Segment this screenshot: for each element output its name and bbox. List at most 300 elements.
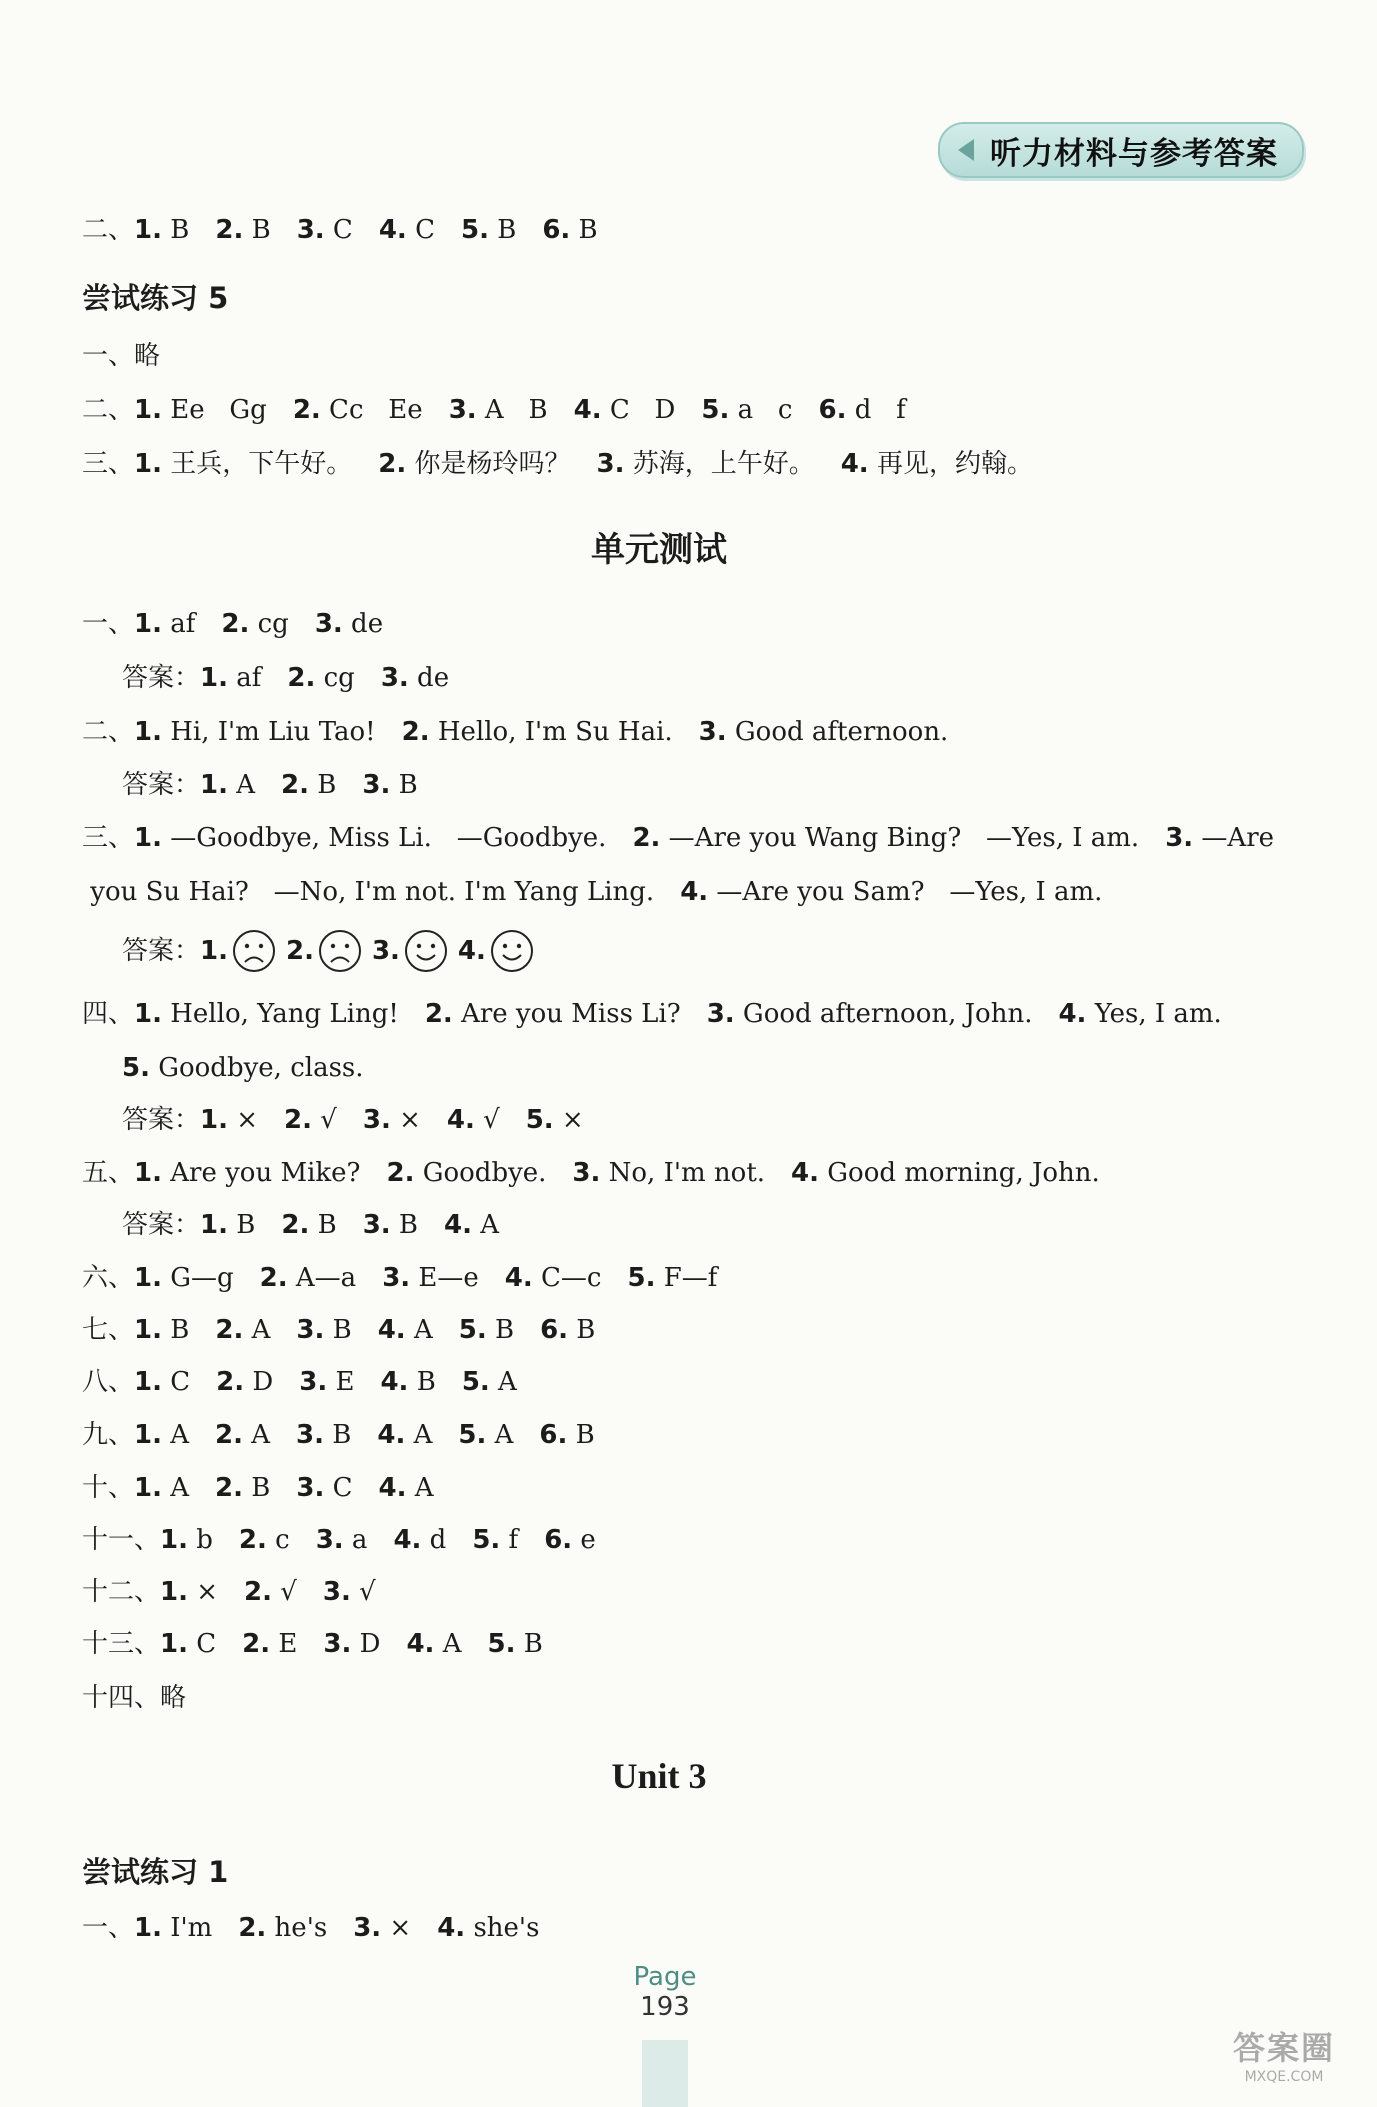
answer-number: 4. — [446, 1105, 475, 1135]
answer-value: 再见，约翰。 — [868, 449, 1033, 479]
answer-number: 3. — [299, 1367, 328, 1397]
answer-prefix: 一、 — [82, 609, 135, 639]
answer-value: B — [486, 1315, 515, 1345]
answer-number: 4. — [504, 1263, 533, 1293]
answer-line — [82, 1524, 622, 1556]
answer-item — [1165, 823, 1274, 853]
answer-number: 2. — [386, 1158, 415, 1188]
page-footer — [620, 1962, 710, 2022]
answer-prefix: 十、 — [82, 1473, 135, 1503]
answer-number: 1. — [160, 1525, 188, 1555]
answer-item — [297, 215, 353, 245]
answer-line — [122, 1104, 610, 1136]
answer-prefix: 答案： — [122, 1210, 201, 1240]
answer-line — [82, 1912, 565, 1944]
answer-number: 4. — [378, 1473, 407, 1503]
answer-number: 3. — [1165, 823, 1194, 853]
answer-value: √ — [312, 1105, 337, 1135]
answer-value: Cc Ee — [320, 395, 423, 425]
answer-line — [82, 394, 932, 426]
answer-number: 4. — [444, 1210, 473, 1240]
answer-number: 1. — [134, 1913, 162, 1943]
answer-value: —Are you Sam? —Yes, I am. — [708, 877, 1103, 907]
sad-face-icon — [318, 929, 362, 973]
answer-item — [444, 1210, 499, 1240]
answer-value: B — [227, 1210, 256, 1240]
answer-prefix: 二、 — [82, 215, 135, 245]
answer-value: de — [342, 609, 384, 639]
practice-heading: 尝试练习 1 — [82, 1855, 229, 1889]
answer-value: No, I'm not. — [600, 1158, 766, 1188]
answer-number: 3. — [323, 1629, 352, 1659]
answer-number: 4. — [378, 215, 407, 245]
answer-number: 2. — [215, 215, 244, 245]
answer-number: 2. — [242, 1629, 271, 1659]
answer-item — [539, 1420, 594, 1450]
answer-number: 1. — [200, 770, 228, 800]
answer-item — [134, 717, 376, 747]
answer-item — [293, 395, 423, 425]
answer-item — [379, 1473, 434, 1503]
answer-item — [239, 1525, 290, 1555]
answer-line — [82, 1576, 402, 1608]
unit-title: Unit 3 — [611, 1756, 707, 1796]
answer-prefix: 二、 — [82, 717, 135, 747]
answer-line — [122, 1209, 525, 1241]
answer-number: 1. — [134, 999, 162, 1029]
answer-value: D — [244, 1367, 274, 1397]
answer-item — [377, 1420, 432, 1450]
answer-number: 6. — [542, 215, 571, 245]
answer-value: she's — [465, 1913, 540, 1943]
answer-number: 4. — [840, 449, 869, 479]
answer-prefix: 九、 — [82, 1420, 135, 1450]
sad-face-icon — [232, 929, 276, 973]
answer-item — [200, 770, 255, 800]
answer-value: I'm — [161, 1913, 213, 1943]
answer-value: B — [570, 215, 598, 245]
answer-item — [378, 449, 570, 479]
answer-prefix: 答案： — [122, 936, 201, 966]
happy-face-icon — [404, 929, 448, 973]
answer-value: B — [243, 215, 271, 245]
answer-number: 3. — [371, 936, 400, 966]
answer-item — [632, 823, 1139, 853]
answer-item — [378, 1315, 433, 1345]
answer-value: A — [434, 1629, 462, 1659]
answer-value: B — [408, 1367, 436, 1397]
answer-value: A—a — [287, 1263, 357, 1293]
answer-value: Goodbye, class. — [149, 1053, 364, 1083]
answer-prefix: 八、 — [82, 1367, 135, 1397]
answer-line — [82, 1419, 621, 1451]
answer-line — [122, 662, 475, 694]
answer-number: 3. — [382, 1263, 411, 1293]
answer-number: 1. — [134, 1158, 162, 1188]
answer-line — [82, 1366, 543, 1398]
answer-value: B — [324, 1420, 352, 1450]
answer-number: 5. — [525, 1105, 554, 1135]
answer-number: 4. — [377, 1315, 406, 1345]
answer-value: f — [500, 1525, 519, 1555]
answer-value: B — [568, 1315, 596, 1345]
answer-line — [82, 998, 1248, 1030]
answer-item — [540, 1315, 595, 1345]
answer-number: 2. — [401, 717, 430, 747]
answer-item — [574, 395, 676, 425]
answer-value: A — [405, 1420, 433, 1450]
answer-item — [628, 1263, 718, 1293]
answer-item — [296, 1315, 351, 1345]
answer-number: 4. — [457, 936, 486, 966]
answer-number: 3. — [362, 770, 391, 800]
answer-prefix: 一、 — [82, 1913, 135, 1943]
answer-value: cg — [315, 663, 355, 693]
answer-prefix: 三、 — [82, 823, 135, 853]
answer-value: —Are you Wang Bing? —Yes, I am. — [660, 823, 1140, 853]
answer-number: 1. — [134, 717, 162, 747]
answer-number: 2. — [215, 1315, 244, 1345]
answer-value: C D — [601, 395, 676, 425]
answer-number: 1. — [134, 395, 162, 425]
answer-number: 4. — [377, 1420, 406, 1450]
answer-value: 苏海，上午好。 — [624, 449, 815, 479]
answer-item — [260, 1263, 357, 1293]
answer-number: 5. — [458, 1420, 487, 1450]
answer-number: 2. — [284, 1105, 313, 1135]
answer-value: × — [227, 1105, 259, 1135]
answer-prefix: 答案： — [122, 1105, 201, 1135]
answer-number: 3. — [296, 1315, 325, 1345]
answer-value: A B — [476, 395, 548, 425]
answer-number: 2. — [378, 449, 407, 479]
answer-value: C — [187, 1629, 217, 1659]
left-arrow-icon — [958, 139, 974, 161]
answer-item — [244, 1577, 297, 1607]
answer-item — [200, 1210, 255, 1240]
answer-number: 4. — [406, 1629, 435, 1659]
answer-item — [200, 663, 261, 693]
answer-item — [281, 770, 336, 800]
answer-value: A — [227, 770, 256, 800]
answer-item — [472, 1525, 518, 1555]
answer-number: 1. — [200, 663, 228, 693]
answer-value: B — [161, 215, 190, 245]
answer-number: 1. — [200, 1210, 228, 1240]
page-label: Page — [633, 1962, 697, 1992]
answer-number: 2. — [215, 1420, 243, 1450]
answer-item — [315, 609, 383, 639]
watermark-brand: 答案圈 — [1232, 2029, 1335, 2067]
answer-line — [82, 1628, 569, 1660]
answer-line — [82, 1682, 186, 1714]
answer-value: af — [227, 663, 262, 693]
answer-item — [134, 1367, 190, 1397]
answer-item — [160, 1525, 213, 1555]
answer-value: A — [406, 1473, 434, 1503]
answer-prefix: 六、 — [82, 1263, 135, 1293]
answer-value: Are you Miss Li? — [452, 999, 681, 1029]
answer-value: af — [161, 609, 196, 639]
answer-item — [379, 215, 435, 245]
answer-number: 5. — [458, 1315, 487, 1345]
answer-value: —Goodbye, Miss Li. —Goodbye. — [161, 823, 607, 853]
answer-number: 3. — [296, 1420, 325, 1450]
answer-line — [122, 1052, 390, 1084]
answer-value: he's — [266, 1913, 328, 1943]
answer-item — [461, 215, 516, 245]
section-title: 单元测试 — [591, 530, 727, 570]
answer-item — [134, 395, 267, 425]
answer-number: 2. — [281, 1210, 310, 1240]
answer-value: d — [421, 1525, 447, 1555]
answer-value: B — [515, 1629, 543, 1659]
answer-number: 4. — [791, 1158, 820, 1188]
answer-number: 3. — [706, 999, 735, 1029]
answer-number: 1. — [160, 1629, 188, 1659]
answer-value: E—e — [410, 1263, 479, 1293]
answer-value: a c — [729, 395, 793, 425]
answer-item — [134, 1473, 189, 1503]
answer-prefix: 四、 — [82, 999, 135, 1029]
answer-item — [353, 1913, 411, 1943]
answer-number: 4. — [1058, 999, 1087, 1029]
answer-value: Yes, I am. — [1086, 999, 1222, 1029]
answer-number: 3. — [362, 1210, 391, 1240]
answer-number: 4. — [393, 1525, 422, 1555]
answer-value: A — [161, 1420, 190, 1450]
answer-item — [572, 1158, 765, 1188]
answer-number: 3. — [296, 1473, 325, 1503]
answer-item — [215, 1473, 270, 1503]
answer-item — [447, 1105, 500, 1135]
answer-item — [316, 1525, 368, 1555]
answer-number: 4. — [680, 877, 709, 907]
answer-line — [82, 1262, 743, 1294]
answer-item — [160, 1629, 216, 1659]
answer-prefix: 十一、 — [82, 1525, 161, 1555]
answer-number: 1. — [134, 609, 162, 639]
answer-item — [487, 1629, 542, 1659]
answer-item — [238, 1913, 327, 1943]
answer-value: a — [343, 1525, 368, 1555]
answer-number: 3. — [353, 1913, 382, 1943]
answer-number: 1. — [134, 1263, 162, 1293]
answer-number: 4. — [437, 1913, 466, 1943]
answer-value: Good afternoon. — [726, 717, 949, 747]
answer-number: 2. — [285, 936, 314, 966]
answer-value: B — [309, 1210, 337, 1240]
answer-item — [134, 1315, 189, 1345]
answer-item — [82, 877, 654, 907]
answer-item — [462, 1367, 517, 1397]
answer-number: 3. — [380, 663, 409, 693]
answer-item — [134, 999, 399, 1029]
answer-number: 5. — [122, 1053, 150, 1083]
answer-item — [134, 1913, 212, 1943]
answer-item — [362, 770, 417, 800]
answer-number: 6. — [539, 1420, 568, 1450]
page-number: 193 — [640, 1992, 690, 2022]
answer-item — [221, 609, 288, 639]
answer-item — [287, 663, 354, 693]
answer-item — [323, 1577, 376, 1607]
answer-number: 5. — [461, 1367, 490, 1397]
answer-item — [841, 449, 1033, 479]
watermark — [1209, 2023, 1359, 2093]
answer-number: 1. — [134, 215, 162, 245]
answer-item — [701, 395, 792, 425]
answer-number: 3. — [596, 449, 625, 479]
answer-value: B — [390, 770, 418, 800]
answer-item — [363, 1105, 421, 1135]
answer-value: Hi, I'm Liu Tao! — [161, 717, 376, 747]
answer-item — [382, 1263, 479, 1293]
answer-number: 2. — [244, 1577, 273, 1607]
answer-number: 1. — [200, 1105, 228, 1135]
answer-value: B — [567, 1420, 595, 1450]
answer-item — [299, 1367, 354, 1397]
answer-item — [134, 215, 189, 245]
answer-prefix: 十二、 — [82, 1577, 161, 1607]
answer-number: 2. — [632, 823, 661, 853]
answer-item — [791, 1158, 1100, 1188]
answer-value: 王兵，下午好。 — [161, 449, 353, 479]
answer-value: d f — [846, 395, 906, 425]
answer-item — [699, 717, 949, 747]
answer-value: B — [309, 770, 337, 800]
answer-item — [296, 1473, 352, 1503]
header-title: 听力材料与参考答案 — [990, 135, 1278, 172]
answer-value: × — [187, 1577, 219, 1607]
answer-value: C — [324, 1473, 353, 1503]
answer-value: Are you Mike? — [161, 1158, 361, 1188]
answer-item — [134, 1158, 360, 1188]
answer-item — [215, 215, 270, 245]
answer-value: √ — [474, 1105, 500, 1135]
answer-prefix: 二、 — [82, 395, 135, 425]
answer-number: 1. — [134, 1420, 162, 1450]
answer-number: 5. — [472, 1525, 501, 1555]
answer-line — [82, 822, 1300, 854]
answer-item — [242, 1629, 297, 1659]
answer-item — [526, 1105, 584, 1135]
answer-value: C—c — [532, 1263, 602, 1293]
answer-item — [449, 395, 548, 425]
answer-item — [707, 999, 1033, 1029]
answer-number: 5. — [487, 1629, 516, 1659]
answer-item — [281, 1210, 336, 1240]
answer-item — [437, 1913, 539, 1943]
answer-value: B — [390, 1210, 419, 1240]
answer-number: 2. — [259, 1263, 288, 1293]
answer-value: 你是杨玲吗？ — [406, 449, 571, 479]
answer-value: B — [488, 215, 517, 245]
answer-item — [1058, 999, 1221, 1029]
answer-prefix: 七、 — [82, 1315, 135, 1345]
answer-value: × — [553, 1105, 584, 1135]
answer-value: Hello, I'm Su Hai. — [429, 717, 673, 747]
answer-line — [82, 608, 409, 640]
answer-item — [200, 1105, 258, 1135]
answer-number: 3. — [448, 395, 477, 425]
answer-item — [215, 1315, 270, 1345]
answer-item — [818, 395, 905, 425]
answer-number: 2. — [238, 1913, 267, 1943]
answer-value: Good afternoon, John. — [734, 999, 1033, 1029]
answer-number: 2. — [287, 663, 316, 693]
answer-prefix: 十三、 — [82, 1629, 161, 1659]
answer-value: A — [405, 1315, 433, 1345]
answer-line — [82, 214, 624, 246]
answer-value: G—g — [161, 1263, 234, 1293]
answer-value: de — [408, 663, 450, 693]
answer-line — [82, 340, 160, 372]
answer-value: B — [243, 1473, 271, 1503]
answer-value: A — [243, 1315, 271, 1345]
answer-item — [134, 823, 606, 853]
answer-value: F—f — [655, 1263, 718, 1293]
answer-item — [215, 1420, 270, 1450]
answer-number: 3. — [322, 1577, 351, 1607]
answer-number: 1. — [200, 936, 228, 966]
answer-value: C — [324, 215, 353, 245]
answer-item — [393, 1525, 446, 1555]
answer-item — [680, 877, 1102, 907]
answer-line — [82, 448, 1059, 480]
answer-value: √ — [272, 1577, 297, 1607]
answer-number: 1. — [160, 1577, 188, 1607]
answer-number: 2. — [216, 1367, 245, 1397]
answer-value: √ — [350, 1577, 376, 1607]
answer-faces-line — [122, 928, 544, 974]
answer-number: 1. — [134, 823, 162, 853]
answer-item — [160, 1577, 218, 1607]
answer-value: Hello, Yang Ling! — [161, 999, 399, 1029]
answer-item — [134, 1420, 189, 1450]
answer-number: 6. — [540, 1315, 569, 1345]
answer-item — [134, 609, 195, 639]
answer-line — [82, 1157, 1126, 1189]
happy-face-icon — [490, 929, 534, 973]
answer-value: A — [243, 1420, 271, 1450]
answer-value: Good morning, John. — [819, 1158, 1100, 1188]
answer-prefix: 五、 — [82, 1158, 135, 1188]
answer-value: C — [161, 1367, 191, 1397]
answer-value: b — [187, 1525, 213, 1555]
answer-value: A — [489, 1367, 517, 1397]
answer-text: 十四、略 — [82, 1683, 187, 1713]
answer-item — [381, 663, 449, 693]
answer-number: 2. — [281, 770, 309, 800]
answer-number: 3. — [698, 717, 727, 747]
header-tab — [938, 122, 1304, 178]
answer-value: × — [390, 1105, 421, 1135]
answer-number: 6. — [544, 1525, 573, 1555]
answer-number: 2. — [215, 1473, 243, 1503]
answer-number: 2. — [292, 395, 321, 425]
answer-item — [134, 449, 352, 479]
answer-item — [122, 1053, 364, 1083]
answer-number: 1. — [134, 1473, 162, 1503]
answer-number: 3. — [315, 1525, 344, 1555]
answer-prefix: 答案： — [122, 770, 201, 800]
answer-number: 1. — [134, 1367, 162, 1397]
answer-item — [505, 1263, 602, 1293]
answer-item — [380, 1367, 435, 1397]
answer-number: 5. — [627, 1263, 656, 1293]
answer-line — [82, 716, 974, 748]
